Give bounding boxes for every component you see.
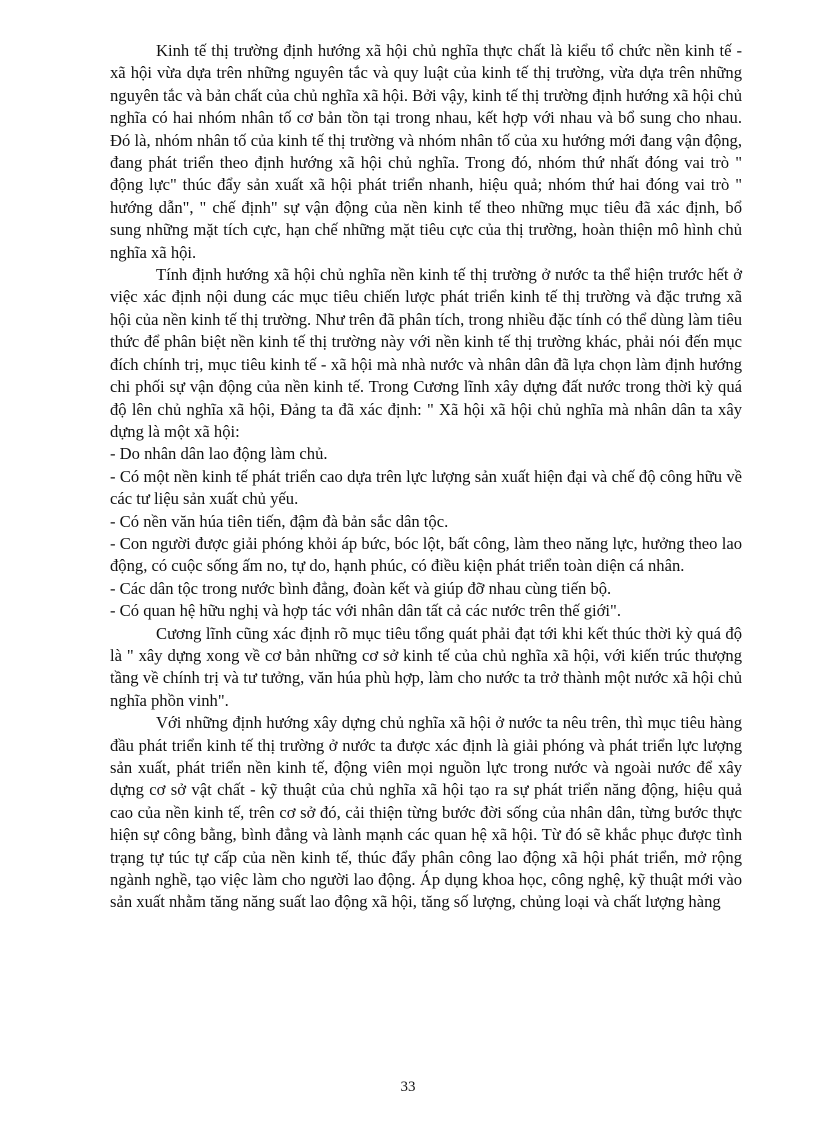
paragraph-general-goal: Cương lĩnh cũng xác định rõ mục tiêu tổng quát phải đạt tới khi kết thúc thời kỳ quá độ là " xây dựng xong về cơ bản những cơ sở kinh tế của chủ nghĩa xã hội, với kiến trúc thượng tầng về chính trị và tư tưởng, văn húa phù hợp, làm cho nước ta trở thành một nước xã hội chủ nghĩa phồn vinh". (110, 623, 742, 710)
list-item: - Có một nền kinh tế phát triển cao dựa trên lực lượng sản xuất hiện đại và chế độ công hữu về các tư liệu sản xuất chủ yếu. (110, 466, 742, 509)
list-item: - Có nền văn húa tiên tiến, đậm đà bản sắc dân tộc. (110, 511, 449, 531)
list-item: - Do nhân dân lao động làm chủ. (110, 444, 328, 464)
list-item: - Con người được giải phóng khỏi áp bức, bóc lột, bất công, làm theo năng lực, hưởng theo lao động, có cuộc sống ấm no, tự do, hạnh phúc, có điều kiện phát triển toàn diện cá nhân. (110, 533, 742, 576)
paragraph-socialist-orientation: Tính định hướng xã hội chủ nghĩa nền kinh tế thị trường ở nước ta thể hiện trước hết ở việc xác định nội dung các mục tiêu chiến lược phát triển kinh tế thị trường và đặc trưng xã hội của nền kinh tế thị trường. Như trên đã phân tích, trong nhiều đặc tính có thể dùng làm tiêu thức để phân biệt nền kinh tế thị trường này với nền kinh tế thị trường khác, phải nói đến mục đích chính trị, mục tiêu kinh tế - xã hội mà nhà nước và nhân dân đã lựa chọn làm định hướng chi phối sự vận động của nền kinh tế. Trong Cương lĩnh xây dựng đất nước trong thời kỳ quá độ lên chủ nghĩa xã hội, Đảng ta đã xác định: " Xã hội xã hội chủ nghĩa mà nhân dân ta xây dựng là một xã hội: (110, 265, 742, 441)
list-item: - Có quan hệ hữu nghị và hợp tác với nhân dân tất cả các nước trên thế giới". (110, 601, 621, 621)
paragraph-market-economy-definition: Kinh tế thị trường định hướng xã hội chủ nghĩa thực chất là kiểu tổ chức nền kinh tế - xã hội vừa dựa trên những nguyên tắc và quy luật của kinh tế thị trường, vừa dựa trên những nguyên tắc và bản chất của chủ nghĩa xã hội. Bởi vậy, kinh tế thị trường định hướng xã hội chủ nghĩa có hai nhóm nhân tố cơ bản tồn tại trong nhau, kết hợp với nhau và bổ sung cho nhau. Đó là, nhóm nhân tố của kinh tế thị trường và nhóm nhân tố của xu hướng mới đang vận động, đang phát triển theo định hướng xã hội chủ nghĩa. Trong đó, nhóm thứ nhất đóng vai trò " động lực" thúc đẩy sản xuất xã hội phát triển nhanh, hiệu quả; nhóm thứ hai đóng vai trò " hướng dẫn", " chế định" sự vận động của nền kinh tế theo những mục tiêu đã xác định, bổ sung những mặt tích cực, hạn chế những mặt tiêu cực của thị trường, hoàn thiện mô hình chủ nghĩa xã hội. (110, 41, 742, 262)
page-number: 33 (400, 1079, 416, 1095)
list-item: - Các dân tộc trong nước bình đẳng, đoàn kết và giúp đỡ nhau cùng tiến bộ. (110, 578, 612, 598)
paragraph-development-goals: Với những định hướng xây dựng chủ nghĩa xã hội ở nước ta nêu trên, thì mục tiêu hàng đầu phát triển kinh tế thị trường ở nước ta được xác định là giải phóng và phát triển lực lượng sản xuất, phát triển nền kinh tế, động viên mọi nguồn lực trong nước và ngoài nước để xây dựng cơ sở vật chất - kỹ thuật của chủ nghĩa xã hội tạo ra sự phát triển năng động, hiệu quả cao của nền kinh tế, trên cơ sở đó, cải thiện từng bước đời sống của nhân dân, từng bước thực hiện sự công bằng, bình đẳng và lành mạnh các quan hệ xã hội. Từ đó sẽ khắc phục được tình trạng tự túc tự cấp của nền kinh tế, thúc đẩy phân công lao động xã hội phát triển, mở rộng ngành nghề, tạo việc làm cho người lao động. Áp dụng khoa học, công nghệ, kỹ thuật mới vào sản xuất nhằm tăng năng suất lao động xã hội, tăng số lượng, chủng loại và chất lượng hàng (110, 713, 742, 912)
